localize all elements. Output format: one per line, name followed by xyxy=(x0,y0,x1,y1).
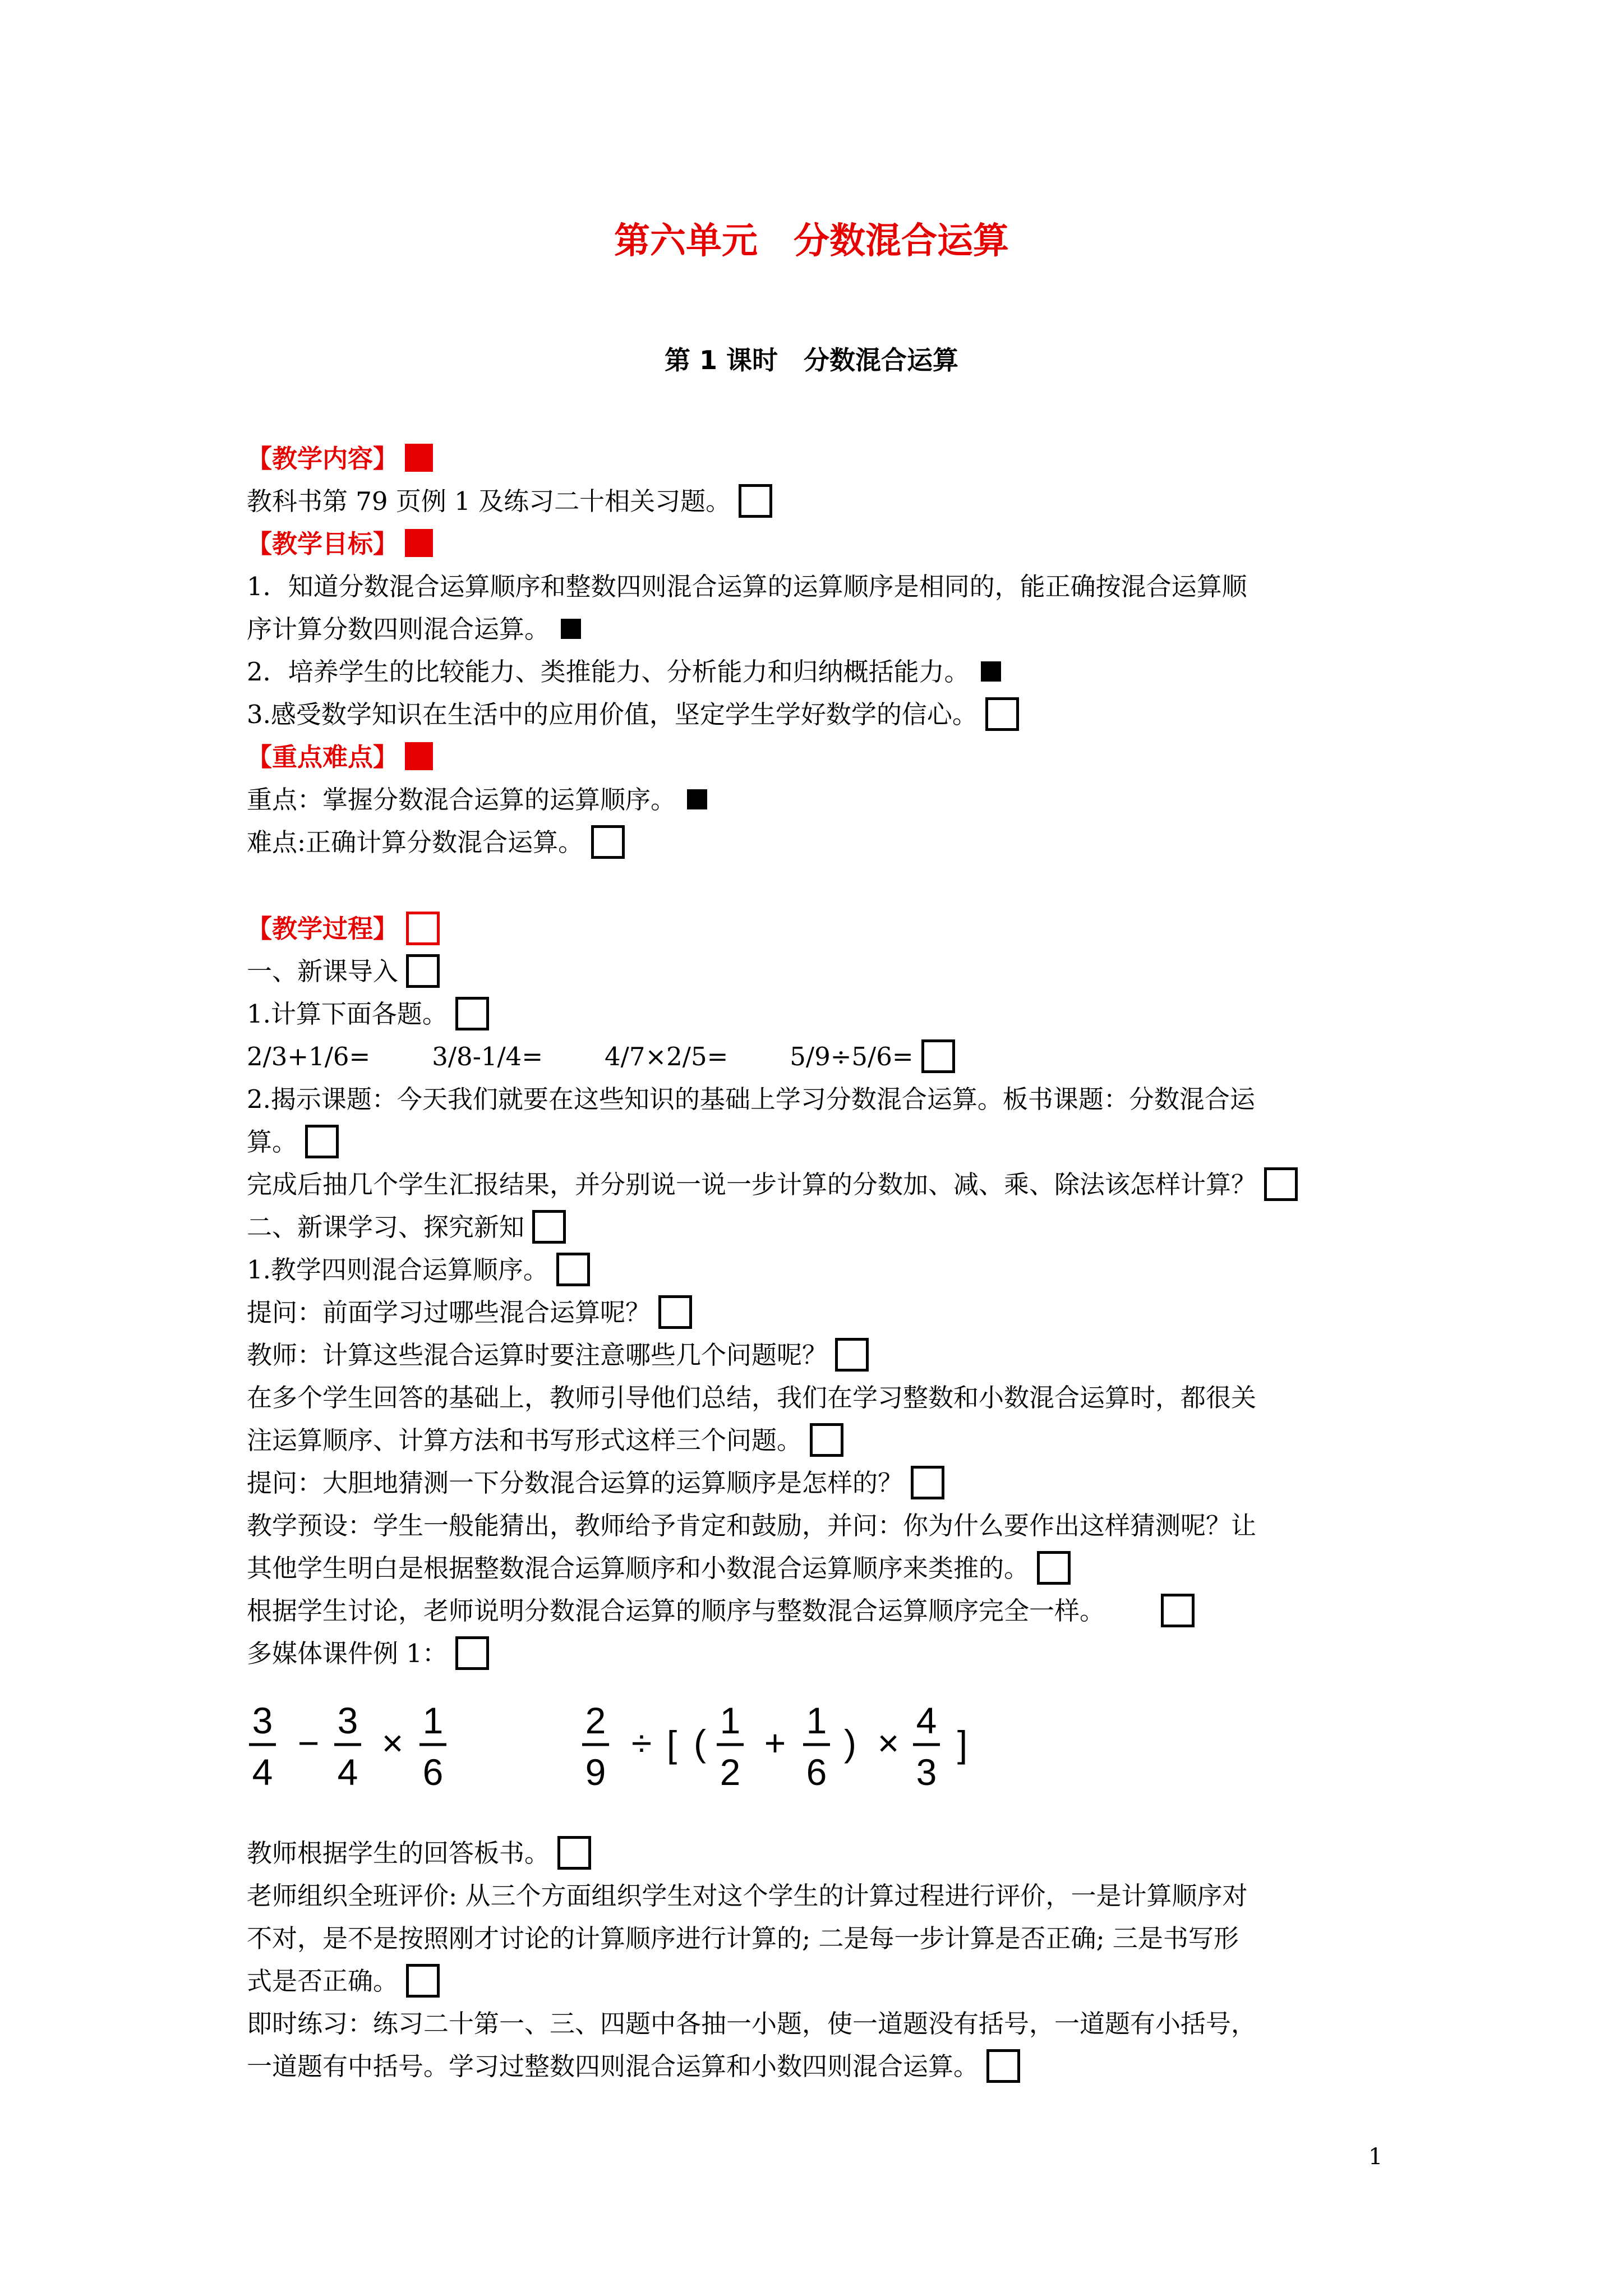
calc-3: 4/7×2/5= xyxy=(605,1042,728,1071)
checkbox-icon xyxy=(406,954,440,988)
f1-operator-2: × xyxy=(381,1722,404,1764)
goal-2-line xyxy=(247,651,1001,693)
content-text-line xyxy=(247,480,772,523)
process-p15b: 不对，是不是按照刚才讨论的计算顺序进行计算的; 二是每一步计算是否正确; 三是书写形 xyxy=(247,1924,1239,1953)
checkbox-icon xyxy=(305,1125,339,1158)
f2-denominator-2: 2 xyxy=(720,1751,741,1793)
formula-1 xyxy=(249,1700,446,1793)
calc-line xyxy=(247,1036,955,1078)
f2-operator-2: + xyxy=(764,1722,786,1764)
f2-left-paren: ( xyxy=(694,1722,706,1764)
example-formulas xyxy=(0,1688,1623,1812)
content-heading: 【教学内容】 xyxy=(247,444,399,473)
red-square-icon xyxy=(405,444,433,472)
black-square-icon xyxy=(687,789,707,809)
process-p13: 多媒体课件例 1： xyxy=(247,1639,448,1668)
f2-denominator-4: 3 xyxy=(916,1751,937,1793)
checkbox-icon xyxy=(556,1253,590,1286)
f2-denominator-3: 6 xyxy=(806,1751,827,1793)
process-p6-line xyxy=(247,1249,590,1291)
process-p11b-line xyxy=(247,1547,1071,1590)
formula-2 xyxy=(582,1700,967,1793)
process-p12: 根据学生讨论，老师说明分数混合运算的顺序与整数混合运算顺序完全一样。 xyxy=(247,1596,1105,1626)
goal-3-line xyxy=(247,693,1019,736)
f2-numerator-4: 4 xyxy=(916,1700,937,1741)
f1-denominator-2: 4 xyxy=(337,1751,358,1793)
process-p3b-line xyxy=(247,1121,339,1163)
checkbox-icon xyxy=(557,1836,591,1870)
process-p13-line xyxy=(247,1632,489,1675)
red-checkbox-icon xyxy=(406,912,440,945)
red-square-icon xyxy=(405,742,433,770)
goal-2: 2．培养学生的比较能力、类推能力、分析能力和归纳概括能力。 xyxy=(247,657,970,687)
checkbox-icon xyxy=(810,1423,843,1457)
f1-numerator-3: 1 xyxy=(422,1700,444,1741)
checkbox-icon xyxy=(986,2049,1020,2083)
hard-point-line xyxy=(247,821,625,864)
goal-1b-line xyxy=(247,608,581,651)
process-p10-line xyxy=(247,1462,944,1504)
checkbox-icon xyxy=(406,1964,440,1998)
f1-denominator-3: 6 xyxy=(422,1751,444,1793)
process-p4-line xyxy=(247,1163,1298,1206)
f2-right-paren: ) xyxy=(844,1722,856,1764)
process-p8: 教师：计算这些混合运算时要注意哪些几个问题呢？ xyxy=(247,1340,828,1370)
checkbox-icon xyxy=(591,825,625,859)
checkbox-icon xyxy=(835,1338,869,1372)
checkbox-icon xyxy=(921,1039,955,1073)
lesson-subtitle: 第 1 课时 分数混合运算 xyxy=(664,345,959,375)
content-heading-line xyxy=(247,438,433,480)
black-square-icon xyxy=(561,619,581,639)
process-p1-line xyxy=(247,950,440,993)
f2-denominator-1: 9 xyxy=(585,1751,606,1793)
checkbox-icon xyxy=(1264,1167,1298,1201)
checkbox-icon xyxy=(658,1295,692,1329)
hard-point: 难点:正确计算分数混合运算。 xyxy=(247,827,584,857)
checkbox-icon xyxy=(1037,1551,1071,1585)
goal-1a: 1．知道分数混合运算顺序和整数四则混合运算的运算顺序是相同的，能正确按混合运算顺 xyxy=(247,572,1247,601)
process-p9b-line xyxy=(247,1419,843,1462)
process-p12-line xyxy=(247,1590,1195,1632)
process-p16b: 一道题有中括号。学习过整数四则混合运算和小数四则混合运算。 xyxy=(247,2051,979,2081)
process-p3b: 算。 xyxy=(247,1127,298,1157)
key-point: 重点：掌握分数混合运算的运算顺序。 xyxy=(247,785,676,815)
unit-title: 第六单元 分数混合运算 xyxy=(614,220,1009,262)
key-point-line xyxy=(247,779,707,821)
goals-heading-line xyxy=(247,523,433,565)
checkbox-icon xyxy=(739,484,772,518)
calc-4: 5/9÷5/6= xyxy=(790,1042,914,1071)
goal-1b: 序计算分数四则混合运算。 xyxy=(247,614,550,644)
red-square-icon xyxy=(405,529,433,557)
process-p5: 二、新课学习、探究新知 xyxy=(247,1212,525,1242)
process-p10: 提问：大胆地猜测一下分数混合运算的运算顺序是怎样的？ xyxy=(247,1468,903,1498)
checkbox-icon xyxy=(985,697,1019,731)
f1-numerator-2: 3 xyxy=(337,1700,358,1741)
f1-numerator-1: 3 xyxy=(252,1700,273,1741)
process-p9a: 在多个学生回答的基础上，教师引导他们总结，我们在学习整数和小数混合运算时，都很关 xyxy=(247,1383,1257,1412)
process-p7: 提问：前面学习过哪些混合运算呢？ xyxy=(247,1297,651,1327)
content-text: 教科书第 79 页例 1 及练习二十相关习题。 xyxy=(247,486,731,516)
key-heading: 【重点难点】 xyxy=(247,742,399,772)
process-p11a: 教学预设：学生一般能猜出，教师给予肯定和鼓励，并问：你为什么要作出这样猜测呢？让 xyxy=(247,1511,1257,1540)
checkbox-icon xyxy=(455,1636,489,1670)
process-p8-line xyxy=(247,1334,869,1377)
process-p15c-line xyxy=(247,1960,440,2003)
key-heading-line xyxy=(247,736,433,779)
process-p5-line xyxy=(247,1206,566,1249)
calc-2: 3/8-1/4= xyxy=(432,1042,543,1071)
f2-operator-3: × xyxy=(877,1722,900,1764)
black-square-icon xyxy=(981,661,1001,682)
f2-numerator-2: 1 xyxy=(720,1700,741,1741)
process-p16a: 即时练习：练习二十第一、三、四题中各抽一小题，使一道题没有括号，一道题有小括号， xyxy=(247,2009,1257,2039)
process-p9b: 注运算顺序、计算方法和书写形式这样三个问题。 xyxy=(247,1425,803,1455)
process-p15a: 老师组织全班评价: 从三个方面组织学生对这个学生的计算过程进行评价，一是计算顺序对 xyxy=(247,1881,1248,1911)
goal-3: 3.感受数学知识在生活中的应用价值，坚定学生学好数学的信心。 xyxy=(247,700,978,729)
process-heading: 【教学过程】 xyxy=(247,914,399,944)
process-p4: 完成后抽几个学生汇报结果，并分别说一说一步计算的分数加、减、乘、除法该怎样计算？ xyxy=(247,1170,1257,1199)
f1-denominator-1: 4 xyxy=(252,1751,273,1793)
process-p2: 1.计算下面各题。 xyxy=(247,999,448,1029)
process-p16b-line xyxy=(247,2045,1020,2088)
process-p11b: 其他学生明白是根据整数混合运算顺序和小数混合运算顺序来类推的。 xyxy=(247,1553,1030,1583)
f2-numerator-3: 1 xyxy=(806,1700,827,1741)
goals-heading: 【教学目标】 xyxy=(247,529,399,559)
f2-operator-1: ÷ xyxy=(631,1722,652,1764)
f2-left-bracket: [ xyxy=(666,1723,677,1765)
process-p14-line xyxy=(247,1832,591,1875)
process-p15c: 式是否正确。 xyxy=(247,1966,399,1996)
process-p1: 一、新课导入 xyxy=(247,956,399,986)
process-p2-line xyxy=(247,993,489,1036)
page-number: 1 xyxy=(1368,2144,1383,2170)
f1-operator-1: − xyxy=(297,1722,320,1764)
f2-right-bracket: ] xyxy=(957,1723,968,1765)
process-p3a: 2.揭示课题：今天我们就要在这些知识的基础上学习分数混合运算。板书课题：分数混合运 xyxy=(247,1084,1255,1114)
process-heading-line xyxy=(247,908,440,950)
calc-1: 2/3+1/6= xyxy=(247,1042,371,1071)
process-p14: 教师根据学生的回答板书。 xyxy=(247,1838,550,1868)
process-p7-line xyxy=(247,1291,692,1334)
process-p6: 1.教学四则混合运算顺序。 xyxy=(247,1255,548,1285)
checkbox-icon xyxy=(1161,1594,1195,1627)
checkbox-icon xyxy=(455,997,489,1030)
f2-numerator-1: 2 xyxy=(585,1700,606,1741)
checkbox-icon xyxy=(532,1210,566,1244)
checkbox-icon xyxy=(911,1466,944,1499)
